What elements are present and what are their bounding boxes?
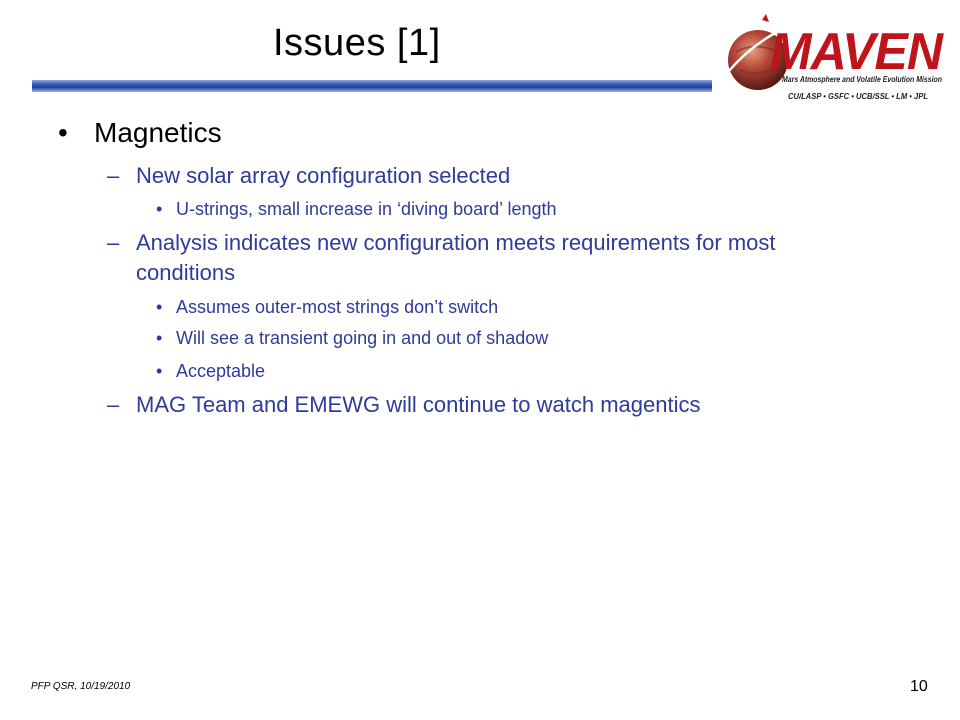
maven-logo [722, 12, 950, 112]
detail-text: U-strings, small increase in ‘diving board’ length [176, 199, 557, 219]
logo-wordmark: MAVEN [770, 23, 945, 81]
bullet-marker: • [156, 297, 163, 317]
bullet-marker: • [156, 328, 163, 348]
sub-bullet-text: Analysis indicates new configuration meets requirements for most conditions [136, 230, 776, 285]
page-number: 10 [910, 678, 928, 695]
sub-bullet-3 [107, 390, 867, 420]
sub-bullet-text: MAG Team and EMEWG will continue to watch magentics [136, 392, 701, 417]
detail-text: Assumes outer-most strings don’t switch [176, 297, 499, 317]
sub-bullet-2 [107, 228, 867, 288]
dash-marker: – [107, 392, 120, 417]
dash-marker: – [107, 163, 120, 188]
detail-bullet-2 [156, 297, 498, 318]
detail-bullet-1 [156, 199, 557, 220]
detail-text: Acceptable [176, 361, 266, 381]
dash-marker: – [107, 230, 120, 255]
slide-title: Issues [1] [273, 22, 441, 64]
logo-partners: CU/LASP • GSFC • UCB/SSL • LM • JPL [788, 92, 929, 101]
bullet-marker: • [156, 199, 163, 219]
sub-bullet-1 [107, 161, 867, 191]
sub-bullet-text: New solar array configuration selected [136, 163, 511, 188]
detail-text: Will see a transient going in and out of shadow [176, 328, 549, 348]
detail-bullet-3 [156, 328, 548, 349]
heading-text: Magnetics [94, 117, 222, 148]
bullet-heading [58, 117, 222, 149]
detail-bullet-4 [156, 361, 265, 382]
footer-text: PFP QSR, 10/19/2010 [31, 681, 131, 692]
title-underline-bar [32, 80, 712, 92]
bullet-marker: • [156, 361, 163, 381]
bullet-marker: • [58, 117, 68, 148]
logo-mission-name: Mars Atmosphere and Volatile Evolution Mission [782, 74, 942, 84]
